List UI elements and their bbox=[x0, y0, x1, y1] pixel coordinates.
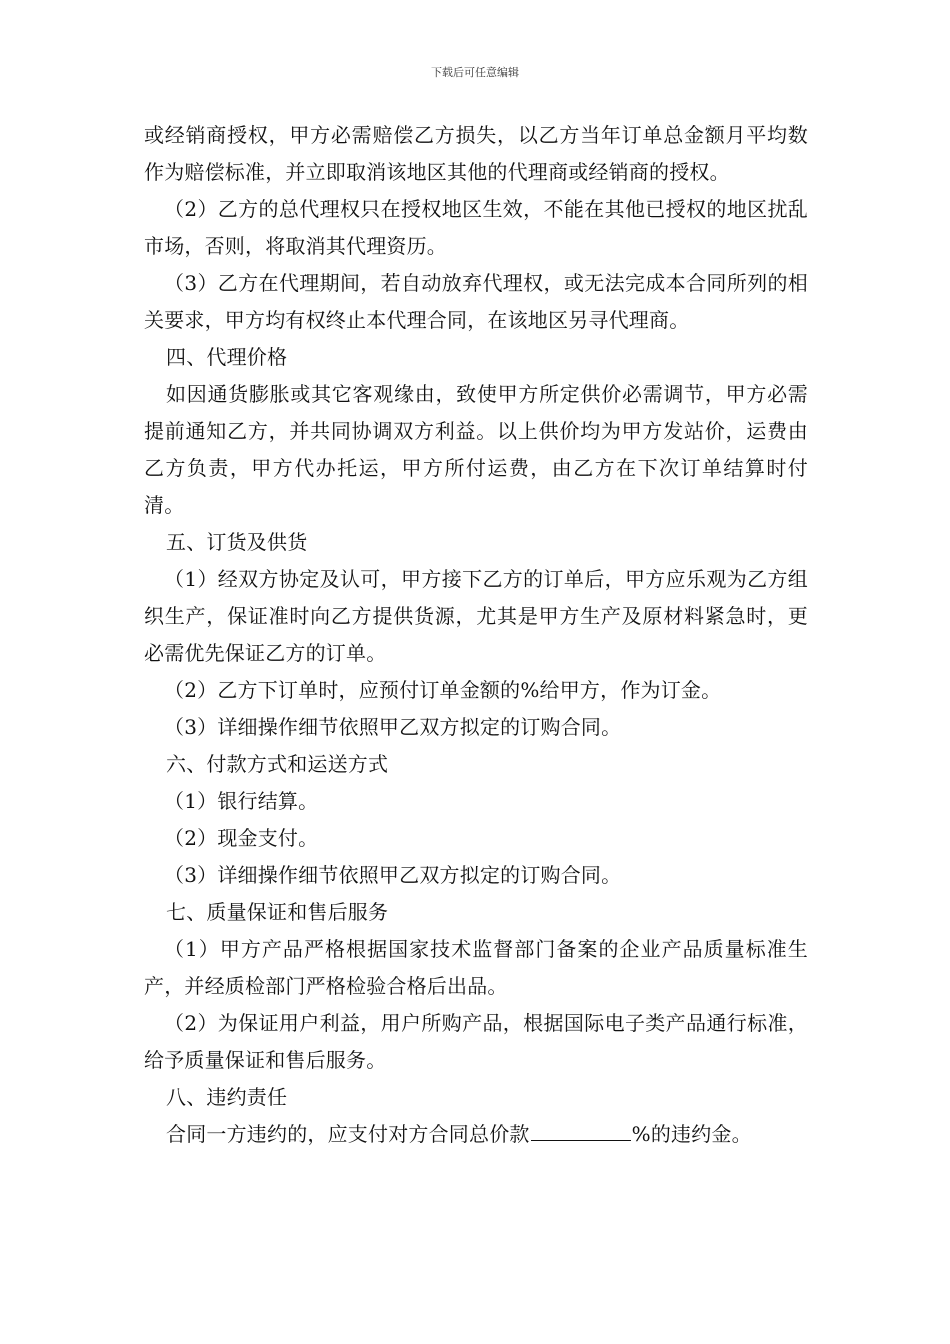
paragraph: 或经销商授权，甲方必需赔偿乙方损失，以乙方当年订单总金额月平均数作为赔偿标准，并立即取消该地区其他的代理商或经销商的授权。 bbox=[144, 123, 808, 184]
document-body bbox=[144, 117, 808, 1153]
paragraph: （2）现金支付。 bbox=[164, 826, 319, 850]
section-heading: 八、违约责任 bbox=[166, 1085, 288, 1109]
paragraph: 如因通货膨胀或其它客观缘由，致使甲方所定供价必需调节，甲方必需提前通知乙方，并共同协调双方利益。以上供价均为甲方发站价，运费由乙方负责，甲方代办托运，甲方所付运费，由乙方在下次订单结算时付清。 bbox=[144, 382, 808, 517]
paragraph: （3）详细操作细节依照甲乙双方拟定的订购合同。 bbox=[164, 715, 622, 739]
paragraph: （2）乙方的总代理权只在授权地区生效，不能在其他已授权的地区扰乱市场，否则，将取消其代理资历。 bbox=[144, 197, 808, 258]
page-header: 下载后可任意编辑 bbox=[431, 66, 519, 79]
paragraph: （3）详细操作细节依照甲乙双方拟定的订购合同。 bbox=[164, 863, 622, 887]
section-heading: 六、付款方式和运送方式 bbox=[166, 752, 389, 776]
section-heading: 四、代理价格 bbox=[166, 345, 288, 369]
paragraph: （1）经双方协定及认可，甲方接下乙方的订单后，甲方应乐观为乙方组织生产，保证准时向乙方提供货源，尤其是甲方生产及原材料紧急时，更必需优先保证乙方的订单。 bbox=[144, 567, 808, 665]
penalty-text-after: %的违约金。 bbox=[631, 1122, 752, 1146]
fill-in-blank bbox=[531, 1118, 631, 1141]
paragraph: （1）银行结算。 bbox=[164, 789, 319, 813]
penalty-text-before: 合同一方违约的，应支付对方合同总价款 bbox=[166, 1122, 530, 1146]
section-heading: 七、质量保证和售后服务 bbox=[166, 900, 389, 924]
paragraph: （1）甲方产品严格根据国家技术监督部门备案的企业产品质量标准生产，并经质检部门严格检验合格后出品。 bbox=[144, 937, 808, 998]
paragraph: （2）乙方下订单时，应预付订单金额的%给甲方，作为订金。 bbox=[164, 678, 722, 702]
section-heading: 五、订货及供货 bbox=[166, 530, 308, 554]
paragraph: （2）为保证用户利益，用户所购产品，根据国际电子类产品通行标准，给予质量保证和售后服务。 bbox=[144, 1011, 808, 1072]
paragraph-penalty bbox=[144, 1116, 808, 1153]
paragraph: （3）乙方在代理期间，若自动放弃代理权，或无法完成本合同所列的相关要求，甲方均有权终止本代理合同，在该地区另寻代理商。 bbox=[144, 271, 808, 332]
